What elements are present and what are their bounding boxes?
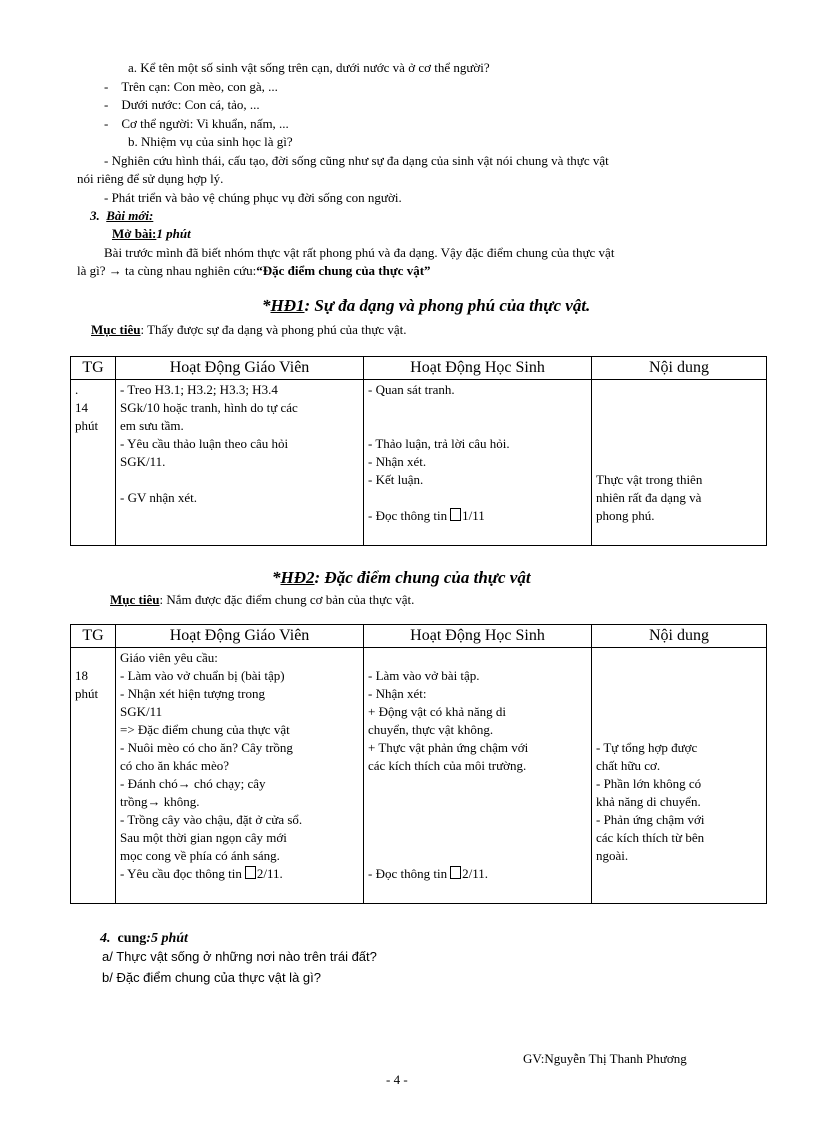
answer-item: - Dưới nước: Con cá, tảo, ... — [104, 97, 260, 112]
checkbox-icon — [450, 508, 461, 521]
intro-heading: Mở bài:1 phút — [112, 226, 191, 241]
arrow-icon: → — [108, 263, 122, 278]
table-header-row — [71, 625, 767, 648]
col-header-nd: Nội dung — [592, 625, 767, 648]
review-question-b: b. Nhiệm vụ của sinh học là gì? — [128, 134, 293, 149]
review-end-question-b: b/ Đặc điểm chung của thực vật là gì? — [102, 970, 321, 985]
answer-item: - Cơ thể người: Vi khuẩn, nấm, ... — [104, 116, 289, 131]
answer-item: - Trên cạn: Con mèo, con gà, ... — [104, 79, 278, 94]
checkbox-icon — [245, 866, 256, 879]
checkbox-icon — [450, 866, 461, 879]
cell-hs: - Làm vào vở bài tập. - Nhận xét: + Động vật có khả năng di chuyển, thực vật không. + Thực vật phản ứng chậm với các kích thích của môi trường. - Đọc thông tin 2/11. — [364, 648, 592, 904]
teacher-name: GV:Nguyễn Thị Thanh Phương — [523, 1051, 687, 1066]
answer-b1-line1: - Nghiên cứu hình thái, cấu tạo, đời sống cũng như sự đa dạng của sinh vật nói chung và thực vật — [104, 153, 609, 168]
col-header-tg: TG — [71, 357, 116, 380]
cell-nd: - Tự tổng hợp được chất hữu cơ. - Phần lớn không có khả năng di chuyển. - Phản ứng chậm với các kích thích từ bên ngoài. — [592, 648, 767, 904]
col-header-nd: Nội dung — [592, 357, 767, 380]
table-row — [71, 380, 767, 546]
hd1-table — [70, 356, 767, 546]
col-header-hs: Hoạt Động Học Sinh — [364, 357, 592, 380]
arrow-icon: → — [177, 776, 191, 791]
col-header-hs: Hoạt Động Học Sinh — [364, 625, 592, 648]
hd2-title: *HĐ2: Đặc điểm chung của thực vật — [272, 568, 531, 587]
review-end-question-a: a/ Thực vật sống ở những nơi nào trên trái đất? — [102, 949, 377, 964]
arrow-icon: → — [147, 794, 161, 809]
hd2-goal: Mục tiêu: Nắm được đặc điểm chung cơ bản của thực vật. — [110, 592, 415, 607]
cell-tg: 18 phút — [71, 648, 116, 904]
table-header-row — [71, 357, 767, 380]
intro-line-1: Bài trước mình đã biết nhóm thực vật rất phong phú và đa dạng. Vậy đặc điểm chung của thực vật — [104, 245, 615, 260]
cell-gv: - Treo H3.1; H3.2; H3.3; H3.4 SGk/10 hoặc tranh, hình do tự các em sưu tầm. - Yêu cầu thảo luận theo câu hỏi SGK/11. - GV nhận xét. — [116, 380, 364, 546]
cell-nd: Thực vật trong thiên nhiên rất đa dạng và phong phú. — [592, 380, 767, 546]
col-header-gv: Hoạt Động Giáo Viên — [116, 357, 364, 380]
col-header-gv: Hoạt Động Giáo Viên — [116, 625, 364, 648]
cell-gv: Giáo viên yêu cầu: - Làm vào vở chuẩn bị (bài tập) - Nhận xét hiện tượng trong SGK/11 => Đặc điểm chung của thực vật - Nuôi mèo có cho ăn? Cây trồng có cho ăn khác mèo? - Đánh chó→ chó chạy; cây trồng→ không. - Trồng cây vào chậu, đặt ở cửa sổ. Sau một thời gian ngọn cây mới mọc cong về phía có ánh sáng. - Yêu cầu đọc thông tin 2/11. — [116, 648, 364, 904]
intro-line-2: là gì? → ta cùng nhau nghiên cứu:“Đặc điểm chung của thực vật” — [77, 263, 431, 278]
answer-b2: - Phát triển và bảo vệ chúng phục vụ đời sống con người. — [104, 190, 402, 205]
table-row — [71, 648, 767, 904]
hd1-goal: Mục tiêu: Thấy được sự đa dạng và phong phú của thực vật. — [91, 322, 407, 337]
answer-b1-line2: nói riêng để sử dụng hợp lý. — [77, 171, 224, 186]
col-header-tg: TG — [71, 625, 116, 648]
cell-tg: . 14 phút — [71, 380, 116, 546]
hd2-table — [70, 624, 767, 904]
review-question-a: a. Kể tên một số sinh vật sống trên cạn, dưới nước và ở cơ thể người? — [128, 60, 490, 75]
new-lesson-heading: 3. Bài mới: — [90, 208, 154, 223]
review-end-heading: 4. cung:5 phút — [100, 931, 188, 946]
page-number: - 4 - — [386, 1072, 408, 1087]
cell-hs: - Quan sát tranh. - Thảo luận, trả lời câu hỏi. - Nhận xét. - Kết luận. - Đọc thông tin 1/11 — [364, 380, 592, 546]
hd1-title: *HĐ1: Sự đa dạng và phong phú của thực vật. — [262, 296, 591, 315]
